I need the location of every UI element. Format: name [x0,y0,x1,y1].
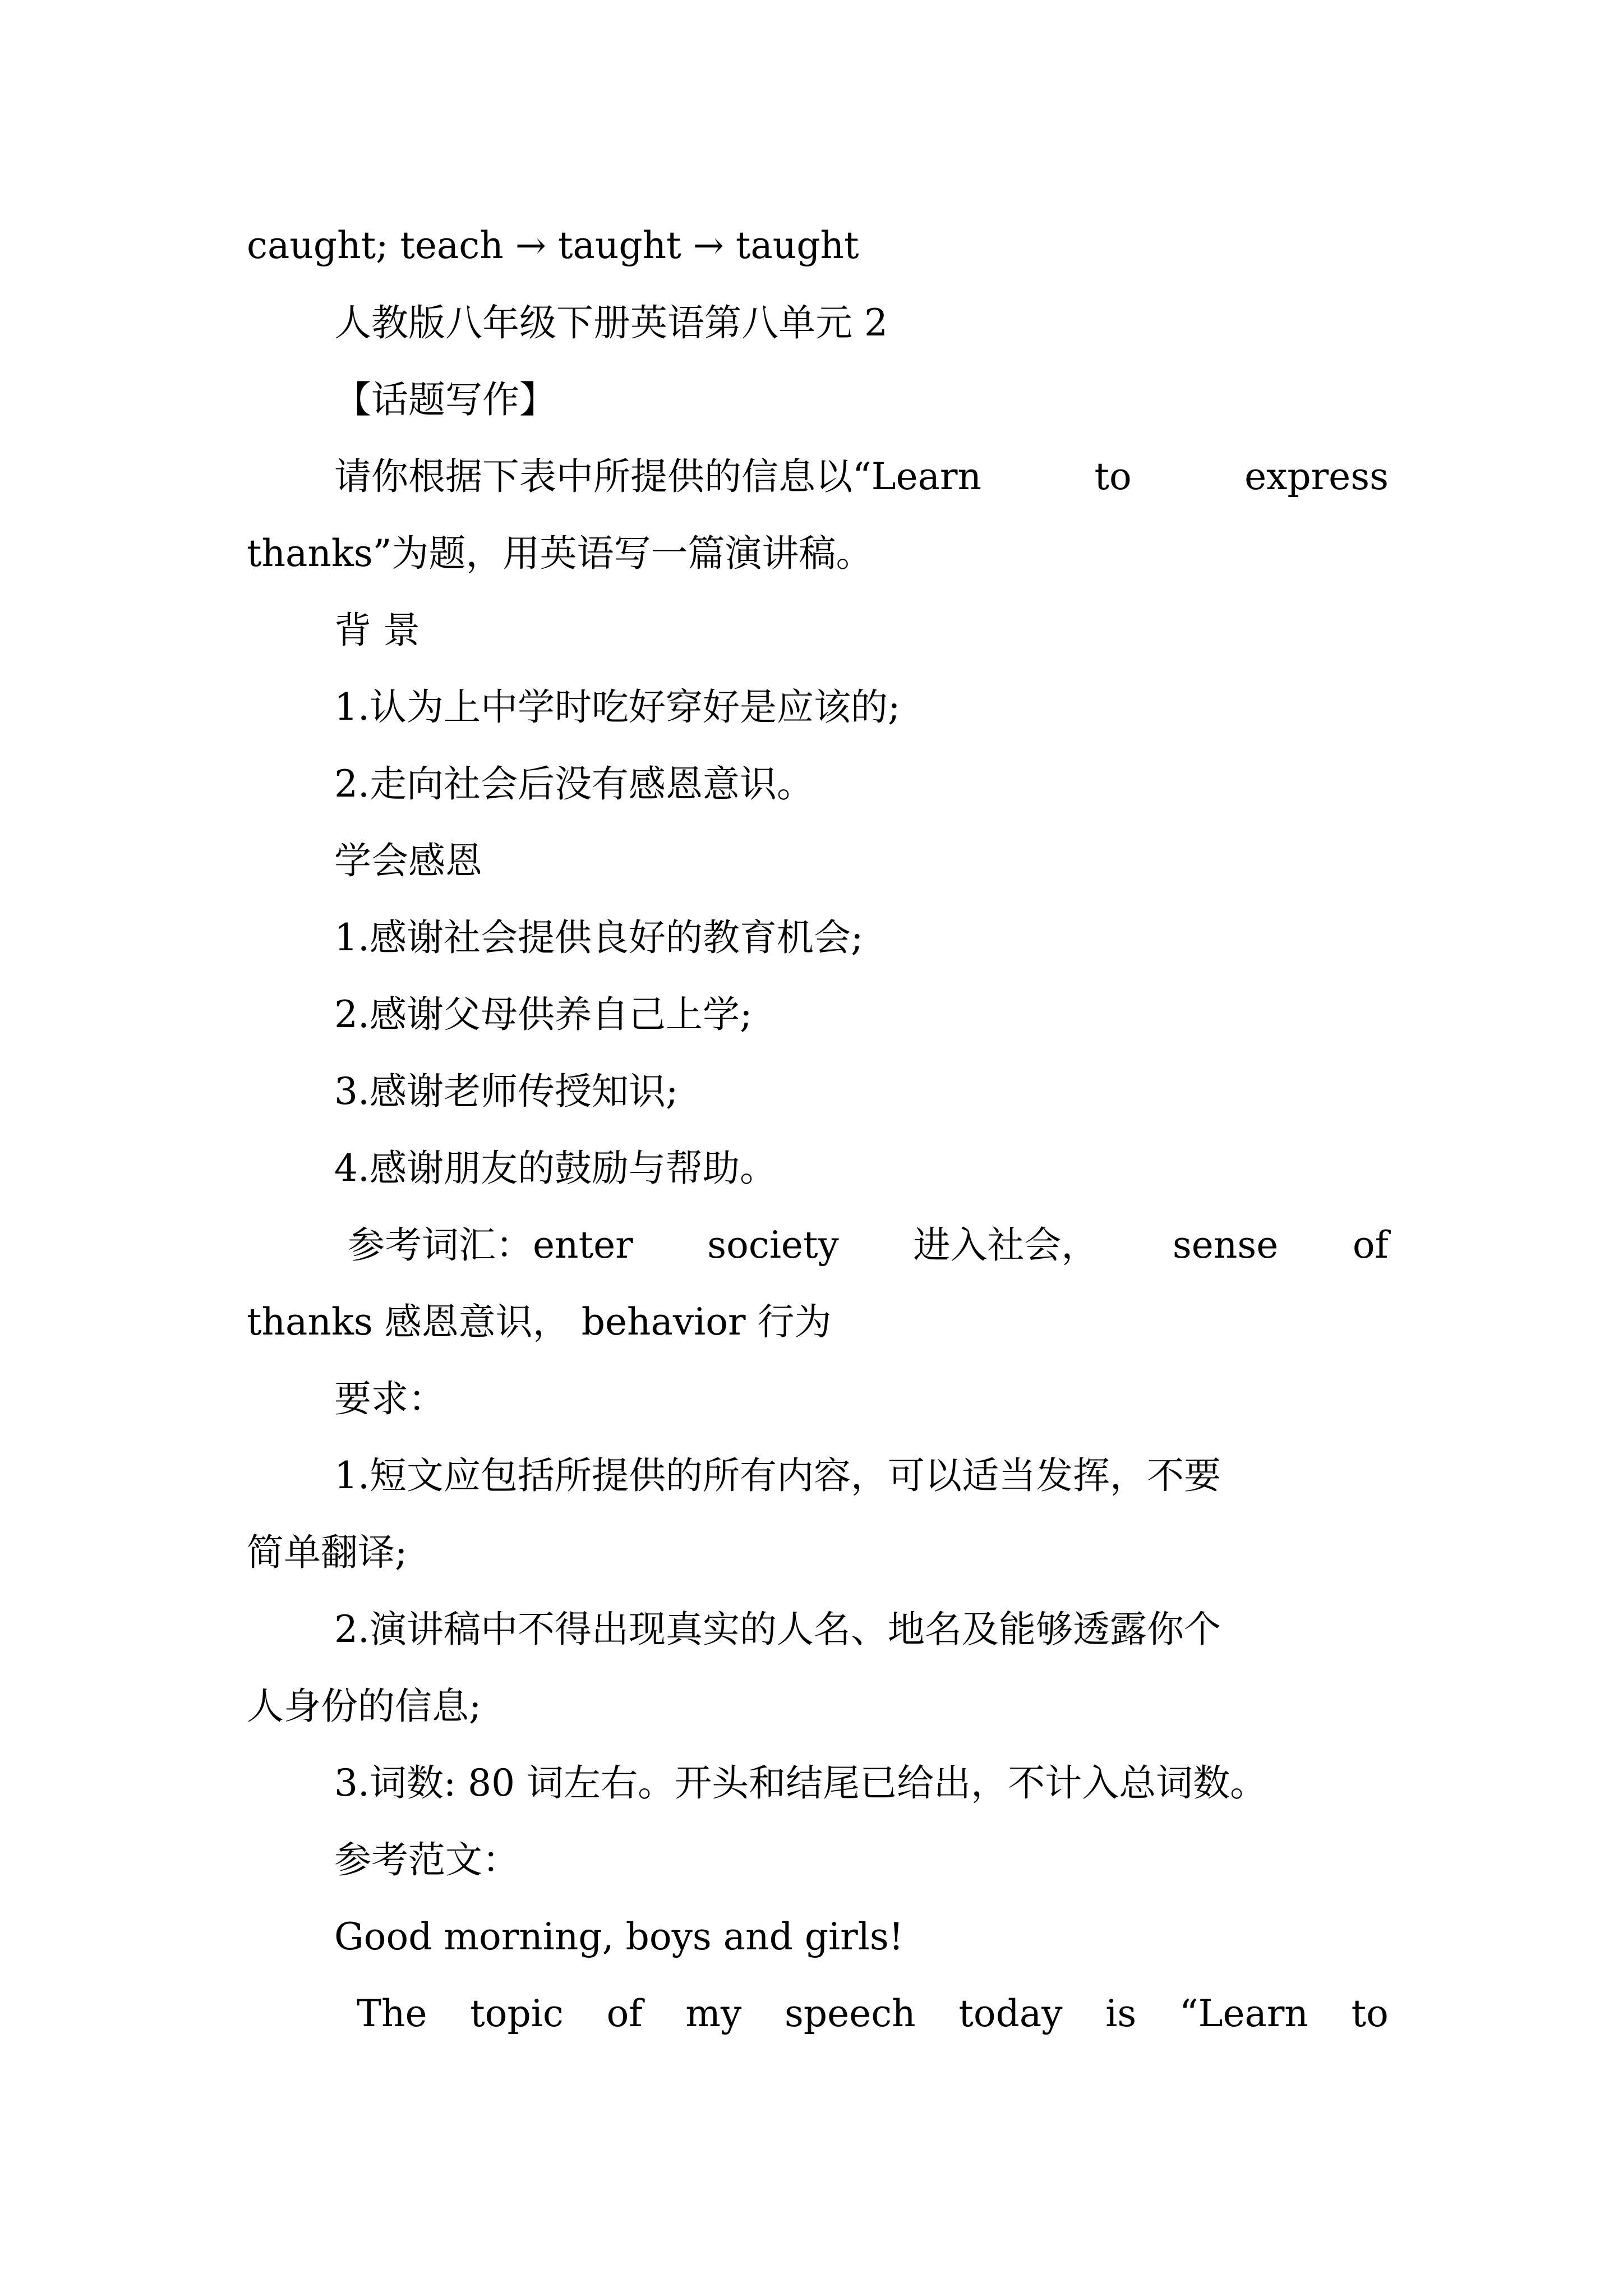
text-line-justified [334,449,1389,505]
sub-heading: 要求： [334,1377,445,1420]
word: 请你根据下表中所提供的信息以“Learn [334,455,982,498]
word: speech [784,1992,916,2035]
list-item: 2.感谢父母供养自己上学; [334,993,753,1036]
word: society [707,1223,839,1267]
word: to [1351,1992,1389,2035]
text-line: caught; teach → taught → taught [247,224,859,267]
section-heading: 【话题写作】 [334,378,556,421]
list-item: 1.感谢社会提供良好的教育机会; [334,916,864,959]
word: The [357,1992,427,2035]
text-line: thanks 感恩意识， behavior 行为 [247,1300,832,1343]
word: 进入社会， [913,1223,1099,1267]
word: sense [1172,1223,1279,1267]
sub-heading: 学会感恩 [334,839,482,882]
text-line: Good morning, boys and girls! [334,1915,904,1958]
list-item: 2.走向社会后没有感恩意识。 [334,762,814,806]
word: my [685,1992,742,2035]
word: 参考词汇：enter [348,1223,633,1267]
word: topic [470,1992,564,2035]
list-item: 3.感谢老师传授知识; [334,1070,679,1113]
list-item: 4.感谢朋友的鼓励与帮助。 [334,1147,777,1190]
list-item-continued: 人身份的信息; [247,1685,482,1728]
list-item: 2.演讲稿中不得出现真实的人名、地名及能够透露你个 [334,1608,1221,1651]
word: to [1094,455,1132,498]
section-heading: 人教版八年级下册英语第八单元 2 [334,301,888,344]
word: of [1352,1223,1389,1267]
text-line-justified [357,1986,1389,2042]
word: today [958,1992,1063,2035]
list-item-continued: 简单翻译; [247,1531,408,1574]
text-line: thanks”为题，用英语写一篇演讲稿。 [247,532,873,575]
sub-heading: 参考范文： [334,1838,519,1881]
sub-heading: 背 景 [334,609,420,652]
text-line-justified [348,1217,1389,1273]
word: “Learn [1179,1992,1308,2035]
list-item: 3.词数: 80 词左右。开头和结尾已给出，不计入总词数。 [334,1761,1267,1805]
word: is [1105,1992,1137,2035]
list-item: 1.认为上中学时吃好穿好是应该的; [334,685,901,729]
word: express [1244,455,1389,498]
word: of [606,1992,643,2035]
list-item: 1.短文应包括所提供的所有内容，可以适当发挥，不要 [334,1454,1221,1497]
